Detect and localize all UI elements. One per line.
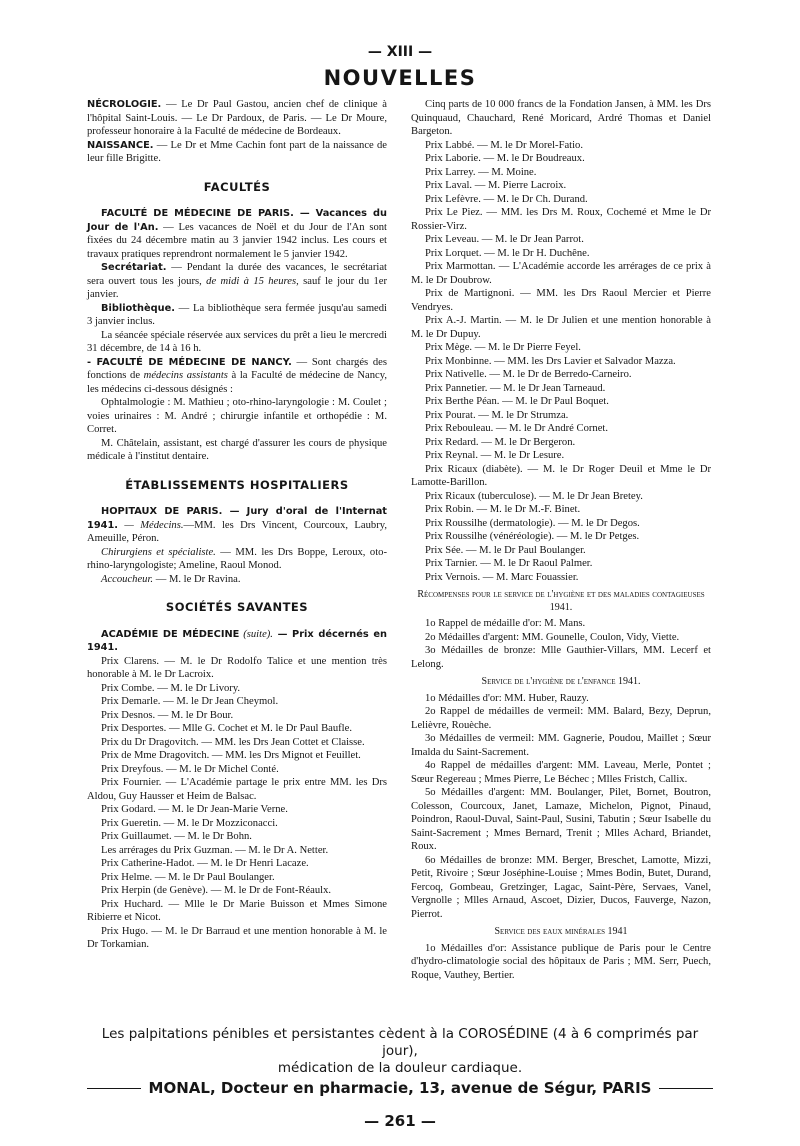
ad-address: MONAL, Docteur en pharmacie, 13, avenue de Ségur, PARIS (148, 1079, 652, 1097)
prix-item: Prix Mège. — M. le Dr Pierre Feyel. (425, 342, 581, 353)
bibliotheque-label: Bibliothèque. (101, 302, 175, 314)
award-item: 2o Médailles d'argent: MM. Gounelle, Coulon, Vidy, Viette. (425, 631, 680, 643)
prix-item: Prix Desportes. — Mlle G. Cochet et M. le Dr Paul Baufle. (101, 723, 352, 734)
prix-item: Prix Pannetier. — M. le Dr Jean Tarneaud. (425, 382, 606, 394)
ad-line-1: Les palpitations pénibles et persistantes cèdent à la COROSÉDINE (4 à 6 comprimés par jour), (101, 1026, 699, 1059)
section-heading-etablissements: ÉTABLISSEMENTS HOSPITALIERS (125, 477, 349, 492)
award-item: 4o Rappel de médailles d'argent: MM. Laveau, Merle, Pontet ; Sœur Regereau ; Mmes Pierre, Le Béchec ; Mlles Fristch, Callix. (411, 760, 711, 785)
award-item: 5o Médailles d'argent: MM. Boulanger, Pilet, Bornet, Boutron, Colesson, Courcoux, Janet, Lamaze, Michelon, Pignot, Pinaud, Poindron, Raoul-Duval, Saint-Paul, Susini, Tabutin ; Sœur Isabelle du Saint-Sacrement ; Mmes Bernard, Trenit ; Mlles Achard, Briandet, Roux. (411, 787, 711, 852)
academie-label: ACADÉMIE DE MÉDECINE (101, 628, 240, 640)
prix-item: Prix Clarens. — M. le Dr Rodolfo Talice et une mention très honorable à M. le Dr Lacroix. (87, 655, 387, 680)
academie-paragraph (87, 628, 387, 655)
prix-item: Prix Le Piez. — MM. les Drs M. Roux, Cochemé et Mme le Dr Rossier-Virz. (411, 207, 711, 232)
prix-item: Prix du Dr Dragovitch. — MM. les Drs Jean Cottet et Claisse. (101, 736, 365, 748)
prix-item: Prix Tarnier. — M. le Dr Raoul Palmer. (425, 558, 593, 569)
prix-item: Prix de Mme Dragovitch. — MM. les Drs Mignot et Feuillet. (101, 750, 361, 761)
prix-item: Prix Gueretin. — M. le Dr Mozziconacci. (101, 817, 278, 829)
page-headline: NOUVELLES (323, 66, 477, 90)
necrologie-text: — Le Dr Paul Gastou, ancien chef de clinique à l'hôpital Saint-Louis. — Le Dr Pardoux, de Paris. — Le Dr Moure, professeur honoraire à la Faculté de médecine de Bordeaux. (87, 99, 387, 137)
prix-item: Prix Combe. — M. le Dr Livory. (101, 682, 241, 694)
prix-item: Prix Rebouleau. — M. le Dr André Cornet. (425, 423, 609, 434)
prix-item: Prix Labbé. — M. le Dr Morel-Fatio. (425, 139, 583, 151)
prix-item: Prix Catherine-Hadot. — M. le Dr Henri Lacaze. (101, 858, 309, 869)
right-prix-list (411, 139, 711, 585)
nancy-paragraph (87, 356, 387, 397)
prix-item: Prix de Martignoni. — MM. les Drs Raoul Mercier et Pierre Vendryes. (411, 288, 711, 313)
award-item: 2o Rappel de médailles de vermeil: MM. Balard, Bezy, Deprun, Lelièvre, Rouèche. (411, 706, 711, 731)
prix-item: Prix Guillaumet. — M. le Dr Bohn. (101, 831, 252, 842)
faculte-paris-text: — Les vacances de Noël et du Jour de l'An sont fixées du 24 décembre matin au 3 janvier 1942 inclus. Les cours et travaux pratiques reprendront normalement le 5 janvier 1942. (87, 221, 387, 260)
chirurgiens-text: — MM. les Drs Boppe, Leroux, oto-rhino-laryngologiste; Ameline, Raoul Monod. (87, 546, 387, 571)
nancy-text: — Sont chargés des fonctions de (87, 356, 387, 381)
left-column (87, 98, 387, 952)
folio-roman: — XIII — (367, 44, 433, 60)
prix-item: Prix Nativelle. — M. le Dr de Berredo-Carneiro. (425, 369, 632, 380)
prix-item: Prix Ricaux (diabète). — M. le Dr Roger Deuil et Mme le Dr Lamotte-Barillon. (411, 463, 711, 488)
prix-item: Prix Berthe Péan. — M. le Dr Paul Boquet. (425, 396, 609, 407)
award-item: 3o Médailles de bronze: Mlle Gauthier-Villars, MM. Lecerf et Lelong. (411, 645, 711, 670)
prix-item: Prix Fournier. — L'Académie partage le prix entre MM. les Drs Aldou, Guy Hausser et Heim de Balsac. (87, 777, 387, 802)
prix-item: Prix Marmottan. — L'Académie accorde les arrérages de ce prix à M. le Dr Doubrow. (411, 261, 711, 286)
necrologie-label: NÉCROLOGIE. (87, 99, 162, 110)
prix-item: Prix Lefèvre. — M. le Dr Ch. Durand. (425, 193, 588, 205)
accoucheur-label: Accoucheur. (101, 573, 154, 585)
prix-item: Prix Redard. — M. le Dr Bergeron. (425, 436, 576, 448)
hopitaux-label: HOPITAUX DE PARIS. — Jury d'oral de l'Internat 1941. (87, 506, 387, 531)
academie-text: — Prix décernés en 1941. (87, 628, 387, 653)
naissance-paragraph (87, 139, 387, 166)
naissance-label: NAISSANCE. (87, 139, 154, 151)
secretariat-hours: de midi à 15 heures, (206, 275, 299, 287)
hopitaux-paragraph (87, 505, 387, 546)
nancy-label: - FACULTÉ DE MÉDECINE DE NANCY. (87, 356, 292, 368)
ad-line-3 (87, 1080, 713, 1097)
subheading-hygiene-enfance: Service de l'hygiène de l'enfance 1941. (481, 676, 641, 687)
hopitaux-medecins: — Médecins. (118, 519, 184, 531)
prix-item: Prix Dreyfous. — M. le Dr Michel Conté. (101, 763, 279, 775)
chatelain-paragraph: M. Châtelain, assistant, est chargé d'assurer les cours de physique médicale à l'institut dentaire. (87, 437, 387, 462)
secretariat-label: Secrétariat. (101, 262, 167, 273)
jansen-paragraph: Cinq parts de 10 000 francs de la Fondation Jansen, à MM. les Drs Quinquaud, Chauchard, René Moricard, Ardré Thomas et Daniel Bargeton. (411, 99, 711, 137)
prix-item: Prix Desnos. — M. le Dr Bour. (101, 709, 234, 721)
prix-item: Prix Herpin (de Genève). — M. le Dr de Font-Réaulx. (101, 885, 332, 896)
prix-item: Prix Monbinne. — MM. les Drs Lavier et Salvador Mazza. (425, 355, 676, 367)
prix-item: Les arrérages du Prix Guzman. — M. le Dr A. Netter. (101, 844, 329, 856)
chirurgiens-label: Chirurgiens et spécialiste. (101, 546, 216, 558)
secretariat-text: — Pendant la durée des vacances, le secrétariat sera ouvert tous les jours, (87, 262, 387, 287)
prix-item: Prix Ricaux (tuberculose). — M. le Dr Jean Bretey. (425, 490, 643, 502)
ad-rule-right (659, 1088, 713, 1089)
necrologie-paragraph (87, 98, 387, 139)
section-heading-facultes: FACULTÉS (203, 179, 271, 194)
page-number: — 261 — (364, 1112, 436, 1130)
faculte-paris-paragraph (87, 207, 387, 261)
subheading-hygiene-contagieuses: Récompenses pour le service de l'hygiène et des maladies contagieuses 1941. (417, 589, 705, 613)
prix-item: Prix Reynal. — M. le Dr Lesure. (425, 450, 565, 461)
prix-item: Prix Roussilhe (vénéréologie). — M. le Dr Petges. (425, 531, 640, 542)
prix-item: Prix Laborie. — M. le Dr Boudreaux. (425, 153, 585, 164)
right-column (411, 98, 711, 982)
prix-item: Prix Pourat. — M. le Dr Strumza. (425, 409, 569, 421)
prix-item: Prix A.-J. Martin. — M. le Dr Julien et une mention honorable à M. le Dr Dupuy. (411, 315, 711, 340)
naissance-text: — Le Dr et Mme Cachin font part de la naissance de leur fille Brigitte. (87, 139, 387, 164)
award-item: 6o Médailles de bronze: MM. Berger, Breschet, Lamotte, Mizzi, Petit, Rivoire ; Sœur Joséphine-Louise ; Mmes Bodin, Butet, Durand, Fercoq, Gombeau, Gretzinger, Lagac, Saint-Père, Servaes, Vanel, Vergnolle ; Mlles Arnaud, Ascoet, Dizier, Ducos, Fauverge, Nazon, Pierrot. (411, 854, 711, 920)
nancy-list-paragraph: Ophtalmologie : M. Mathieu ; oto-rhino-laryngologie : M. Coulet ; voies urinaires : M. André ; chirurgie infantile et orthopédie : M. Corret. (87, 397, 387, 435)
prix-item: Prix Godard. — M. le Dr Jean-Marie Verne. (101, 804, 288, 815)
accoucheur-paragraph (87, 573, 387, 587)
prix-item: Prix Roussilhe (dermatologie). — M. le Dr Degos. (425, 517, 640, 529)
ad-rule-left (87, 1088, 141, 1089)
prix-item: Prix Hugo. — M. le Dr Barraud et une mention honorable à M. le Dr Torkamian. (87, 925, 387, 950)
prix-item: Prix Lorquet. — M. le Dr H. Duchêne. (425, 247, 590, 259)
bibliotheque-paragraph (87, 302, 387, 329)
ad-line-2: médication de la douleur cardiaque. (277, 1060, 523, 1076)
secretariat-paragraph (87, 261, 387, 302)
bibliotheque-text: — La bibliothèque sera fermée jusqu'au samedi 3 janvier inclus. (87, 302, 387, 327)
left-prix-list (87, 655, 387, 952)
advertisement-footer (87, 1026, 713, 1097)
chirurgiens-paragraph (87, 546, 387, 573)
prix-item: Prix Leveau. — M. le Dr Jean Parrot. (425, 234, 584, 245)
prix-item: Prix Huchard. — Mlle le Dr Marie Buisson et Mmes Simone Ribierre et Nicot. (87, 898, 387, 923)
prix-item: Prix Helme. — M. le Dr Paul Boulanger. (101, 871, 275, 883)
prix-item: Prix Sée. — M. le Dr Paul Boulanger. (425, 544, 586, 556)
academie-suite: (suite). (239, 628, 273, 640)
seance-paragraph: La séancée spéciale réservée aux services du prêt a lieu le mercredi 31 décembre, de 14 à 16 h. (87, 329, 387, 354)
secretariat-end: sauf le jour du 1er janvier. (87, 275, 387, 300)
award-item: 1o Médailles d'or: MM. Huber, Rauzy. (425, 692, 589, 704)
accoucheur-text: — M. le Dr Ravina. (153, 573, 241, 585)
hopitaux-text: —MM. les Drs Vincent, Courcoux, Laubry, Ameuille, Péron. (87, 519, 387, 544)
prix-item: Prix Demarle. — M. le Dr Jean Cheymol. (101, 696, 279, 707)
award-item: 1o Rappel de médaille d'or: M. Mans. (425, 618, 586, 629)
subheading-eaux-minerales: Service des eaux minérales 1941 (494, 926, 628, 937)
prix-item: Prix Laval. — M. Pierre Lacroix. (425, 180, 567, 191)
prix-item: Prix Vernois. — M. Marc Fouassier. (425, 571, 579, 583)
nancy-end: à la Faculté de médecine de Nancy, les médecins ci-dessous désignés : (87, 370, 387, 395)
award-item: 3o Médailles de vermeil: MM. Gagnerie, Poudou, Maillet ; Sœur Imalda du Saint-Sacrement. (411, 733, 711, 758)
section-heading-societes: SOCIÉTÉS SAVANTES (165, 600, 309, 614)
nancy-italic: médecins assistants (143, 370, 228, 381)
prix-item: Prix Robin. — M. le Dr M.-F. Binet. (425, 504, 581, 515)
award-item: 1o Médailles d'or: Assistance publique de Paris pour le Centre d'hydro-climatologie social des hôpitaux de Paris ; MM. Serr, Puech, Roque, Vauthey, Bertier. (411, 942, 711, 981)
prix-item: Prix Larrey. — M. Moine. (425, 166, 537, 178)
faculte-paris-label: FACULTÉ DE MÉDECINE DE PARIS. — Vacances du Jour de l'An. (87, 208, 387, 233)
